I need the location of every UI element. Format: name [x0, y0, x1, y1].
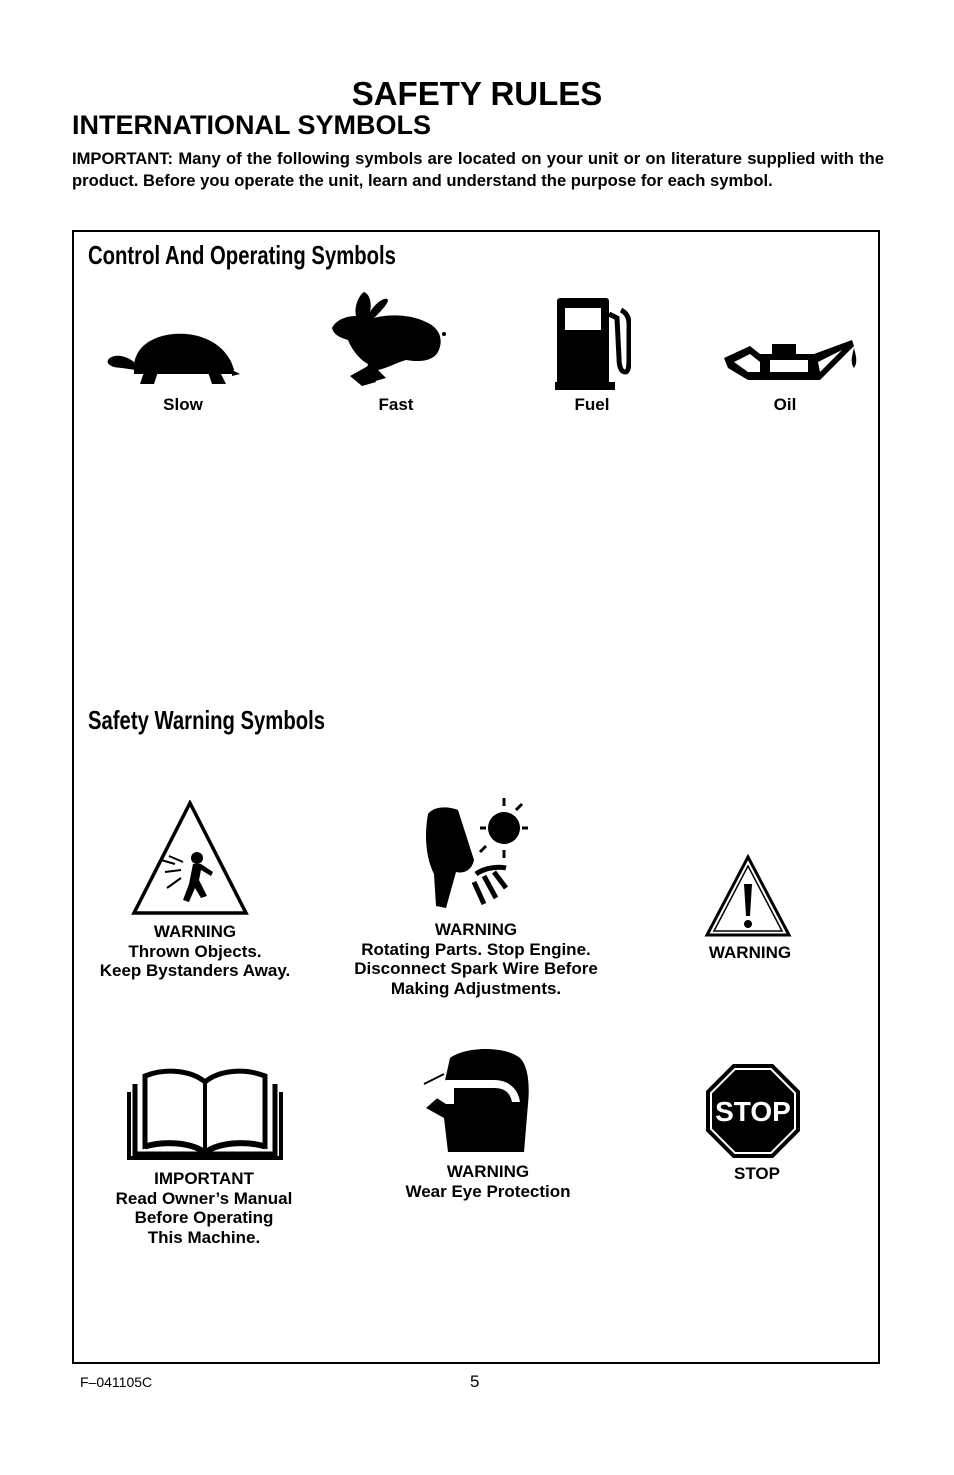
- control-symbols-heading: Control And Operating Symbols: [88, 240, 396, 270]
- fuel-pump-icon: [555, 294, 631, 390]
- page-number: 5: [470, 1372, 480, 1391]
- rabbit-icon: [326, 290, 446, 388]
- caption-line: WARNING: [434, 920, 518, 939]
- fuel-label: Fuel: [574, 395, 610, 414]
- slow-label: Slow: [163, 395, 203, 414]
- caption-line: WARNING: [708, 943, 792, 962]
- warning-caption: [690, 943, 810, 963]
- eye-protection-caption: [368, 1162, 608, 1201]
- thrown-objects-caption: [60, 922, 330, 981]
- eye-protection-icon: [420, 1044, 532, 1156]
- safety-symbols-heading: Safety Warning Symbols: [88, 705, 326, 735]
- rotating-parts-icon: [420, 796, 530, 914]
- section-title: INTERNATIONAL SYMBOLS: [72, 110, 432, 140]
- caption-line: STOP: [734, 1164, 780, 1183]
- intro-paragraph: IMPORTANT: Many of the following symbols are located on your unit or on literature supplied with the product. Before you operate the unit, learn and understand the purpose for each symbol.: [72, 149, 884, 190]
- oil-can-icon: [720, 334, 860, 386]
- caption-line: IMPORTANT: [154, 1169, 254, 1188]
- caption-line: Rotating Parts. Stop Engine.: [361, 939, 591, 959]
- caption-line: WARNING: [446, 1162, 530, 1181]
- caption-line: Before Operating: [134, 1208, 274, 1227]
- thrown-objects-icon: [131, 800, 249, 916]
- rotating-parts-caption: [320, 920, 632, 998]
- caption-line: Making Adjustments.: [390, 978, 562, 998]
- oil-label: Oil: [773, 395, 797, 414]
- manual-caption: [74, 1169, 334, 1247]
- caption-line: Thrown Objects.: [128, 941, 262, 961]
- page-title: SAFETY RULES: [351, 75, 603, 112]
- fast-label: Fast: [378, 395, 414, 414]
- turtle-icon: [104, 328, 240, 386]
- stop-caption: [697, 1164, 817, 1184]
- stop-sign-text: STOP: [715, 1096, 791, 1127]
- owners-manual-icon: [125, 1066, 285, 1160]
- warning-triangle-icon: [704, 854, 792, 938]
- caption-line: WARNING: [153, 922, 237, 941]
- caption-line: Keep Bystanders Away.: [99, 961, 291, 980]
- caption-line: Disconnect Spark Wire Before: [354, 959, 598, 978]
- stop-sign-icon: [704, 1062, 802, 1160]
- caption-line: This Machine.: [147, 1227, 261, 1247]
- caption-line: Wear Eye Protection: [405, 1181, 571, 1201]
- caption-line: Read Owner’s Manual: [115, 1188, 293, 1208]
- footer-code: F–041105C: [80, 1374, 153, 1390]
